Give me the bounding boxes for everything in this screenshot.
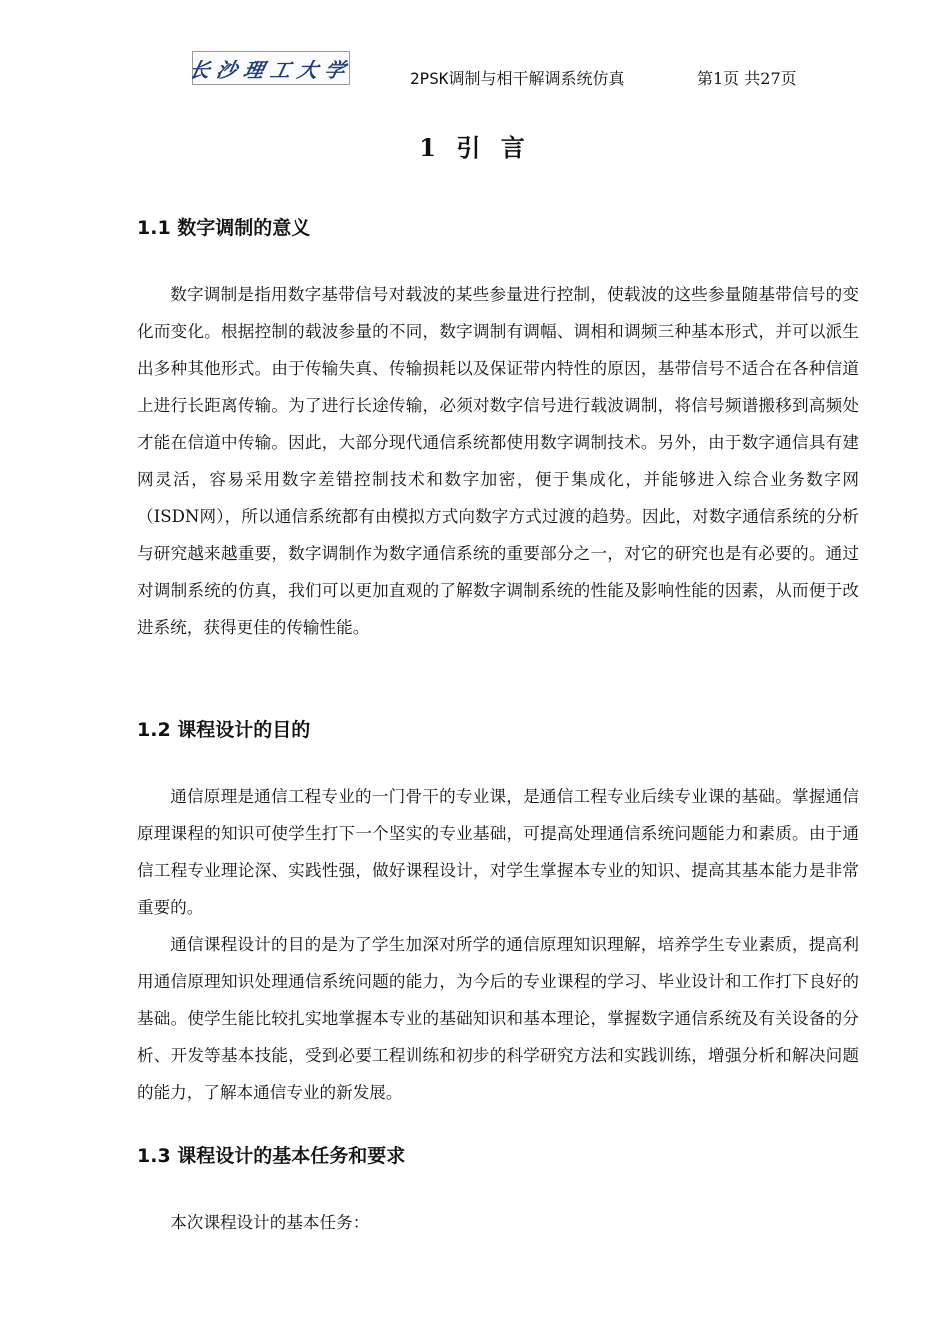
document-title: 2PSK调制与相干解调系统仿真: [410, 69, 625, 88]
paragraph: 通信原理是通信工程专业的一门骨干的专业课，是通信工程专业后续专业课的基础。掌握通信原理课程的知识可使学生打下一个坚实的专业基础，可提高处理通信系统问题能力和素质。由于通信工程专业理论深、实践性强，做好课程设计，对学生掌握本专业的知识、提高其基本能力是非常重要的。: [137, 787, 859, 917]
paragraph: 数字调制是指用数字基带信号对载波的某些参量进行控制，使载波的这些参量随基带信号的变化而变化。根据控制的载波参量的不同，数字调制有调幅、调相和调频三种基本形式，并可以派生出多种其他形式。由于传输失真、传输损耗以及保证带内特性的原因，基带信号不适合在各种信道上进行长距离传输。为了进行长途传输，必须对数字信号进行载波调制，将信号频谱搬移到高频处才能在信道中传输。因此，大部分现代通信系统都使用数字调制技术。另外，由于数字通信具有建网灵活，容易采用数字差错控制技术和数字加密，便于集成化，并能够进入综合业务数字网（ISDN网），所以通信系统都有由模拟方式向数字方式过渡的趋势。因此，对数字通信系统的分析与研究越来越重要，数字调制作为数字通信系统的重要部分之一，对它的研究也是有必要的。通过对调制系统的仿真，我们可以更加直观的了解数字调制系统的性能及影响性能的因素，从而便于改进系统，获得更佳的传输性能。: [137, 285, 859, 637]
chapter-title: 1 引 言: [419, 133, 531, 162]
section-heading-1-3: 1.3 课程设计的基本任务和要求: [137, 1145, 406, 1167]
section-heading-1-2: 1.2 课程设计的目的: [137, 719, 311, 741]
logo-text: 长沙理工大学: [187, 57, 355, 82]
paragraph: 本次课程设计的基本任务：: [170, 1213, 370, 1232]
page-number: 第1页 共27页: [697, 69, 797, 88]
paragraph: 通信课程设计的目的是为了学生加深对所学的通信原理知识理解，培养学生专业素质，提高利用通信原理知识处理通信系统问题的能力，为今后的专业课程的学习、毕业设计和工作打下良好的基础。使学生能比较扎实地掌握本专业的基础知识和基本理论，掌握数字通信系统及有关设备的分析、开发等基本技能，受到必要工程训练和初步的科学研究方法和实践训练，增强分析和解决问题的能力，了解本通信专业的新发展。: [137, 935, 859, 1102]
university-logo: [187, 51, 355, 85]
page-header: [0, 0, 950, 100]
section-heading-1-1: 1.1 数字调制的意义: [137, 217, 311, 239]
